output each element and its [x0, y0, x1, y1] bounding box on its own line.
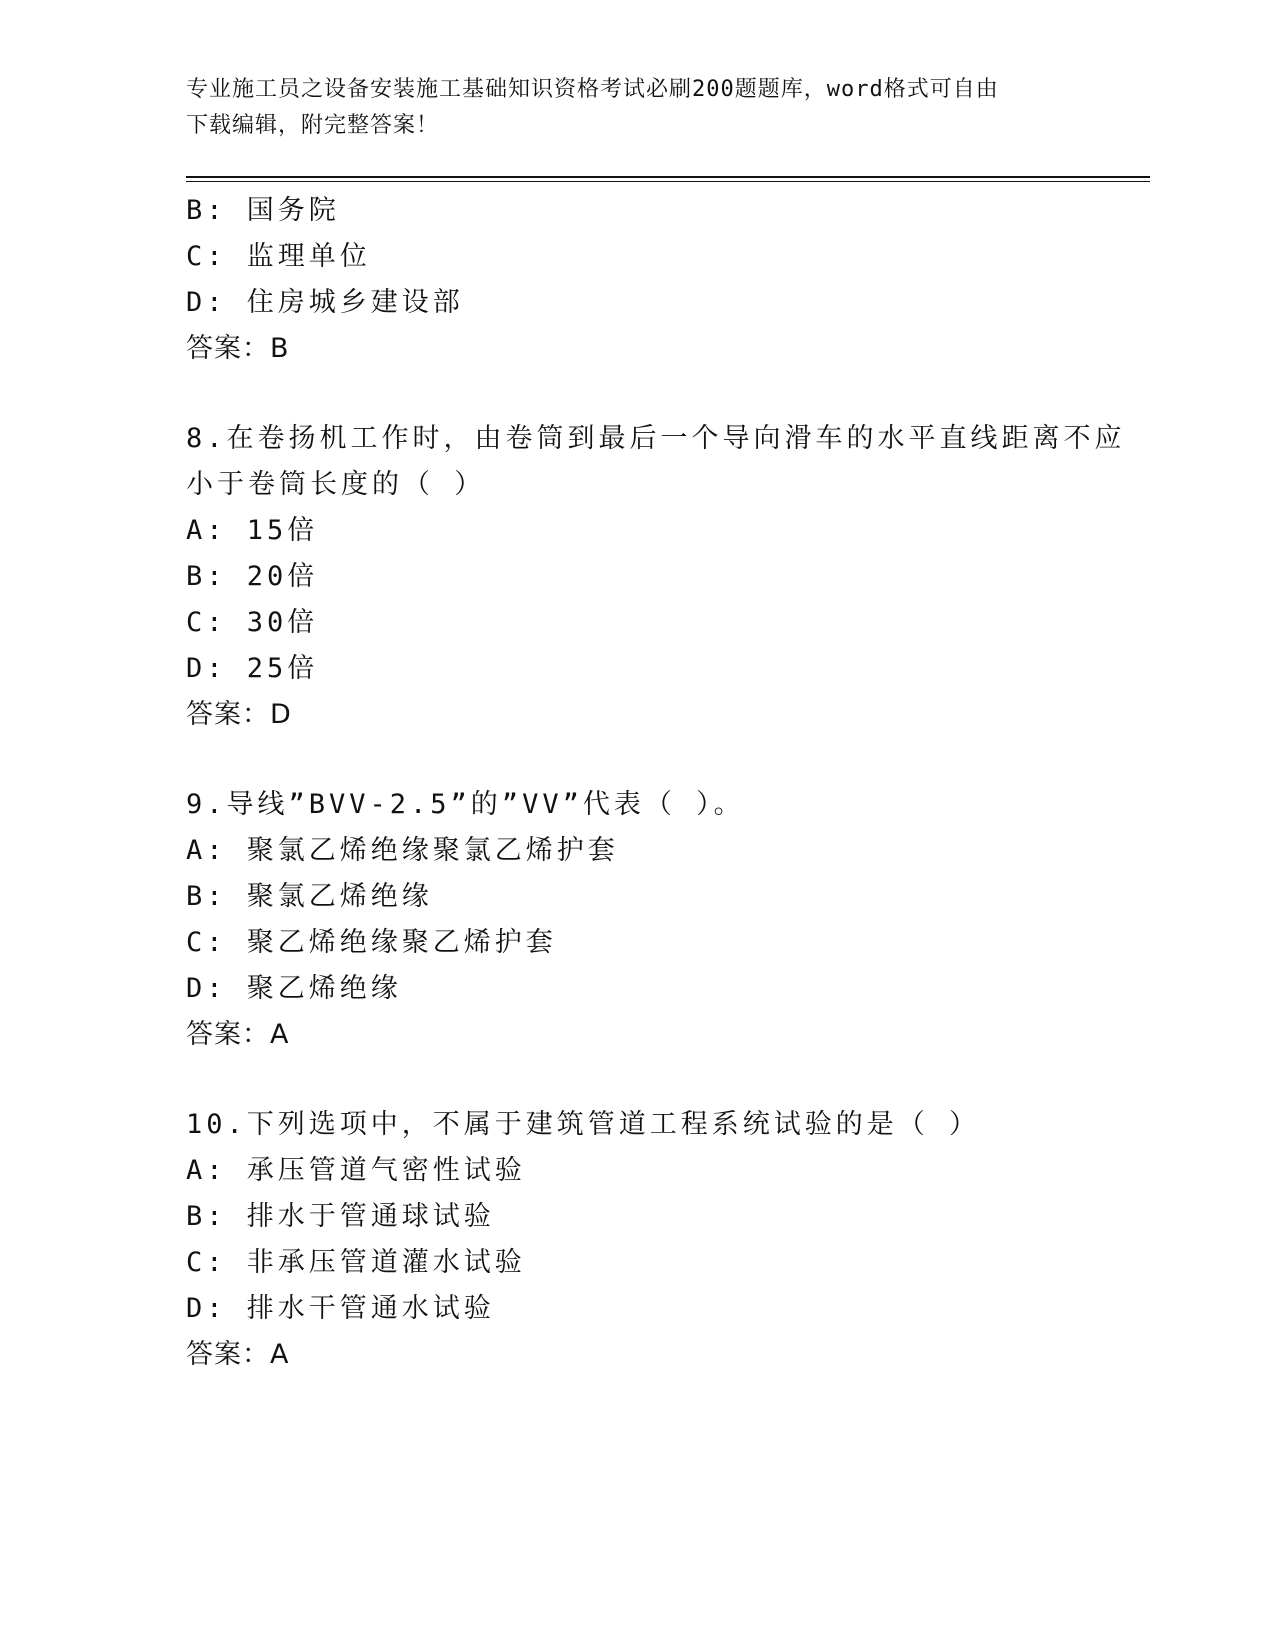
- option-c: C: 监理单位: [186, 241, 371, 272]
- question-10: [186, 1102, 1086, 1378]
- document-header: [186, 72, 1086, 144]
- option-d: D: 排水干管通水试验: [186, 1293, 495, 1324]
- question-9: [186, 782, 1086, 1058]
- question-stem-line-2: 小于卷筒长度的（ ）: [186, 469, 486, 500]
- option-c: C: 聚乙烯绝缘聚乙烯护套: [186, 927, 557, 958]
- option-c: C: 非承压管道灌水试验: [186, 1247, 526, 1278]
- question-list: [186, 188, 1126, 1378]
- option-d: D: 聚乙烯绝缘: [186, 973, 402, 1004]
- option-a: A: 15倍: [186, 515, 319, 546]
- option-c: C: 30倍: [186, 607, 319, 638]
- option-a: A: 承压管道气密性试验: [186, 1155, 526, 1186]
- option-d: D: 住房城乡建设部: [186, 287, 464, 318]
- answer: 答案：B: [186, 333, 290, 364]
- option-b: B: 20倍: [186, 561, 319, 592]
- question-stem-line-1: 10.下列选项中，不属于建筑管道工程系统试验的是（ ）: [186, 1109, 981, 1140]
- answer: 答案：D: [186, 699, 292, 730]
- header-divider-thick: [186, 176, 1150, 178]
- option-b: B: 聚氯乙烯绝缘: [186, 881, 433, 912]
- answer: 答案：A: [186, 1339, 290, 1370]
- option-b: B: 国务院: [186, 195, 340, 226]
- header-line-2: 下载编辑，附完整答案！: [186, 113, 440, 138]
- option-b: B: 排水于管通球试验: [186, 1201, 495, 1232]
- question-stem-line-1: 9.导线”BVV-2.5”的”VV”代表（ ）。: [186, 789, 745, 820]
- question-stem-line-1: 8.在卷扬机工作时，由卷筒到最后一个导向滑车的水平直线距离不应: [186, 423, 1126, 454]
- option-a: A: 聚氯乙烯绝缘聚氯乙烯护套: [186, 835, 619, 866]
- header-line-1: 专业施工员之设备安装施工基础知识资格考试必刷200题题库，word格式可自由: [186, 77, 999, 102]
- answer: 答案：A: [186, 1019, 290, 1050]
- header-divider-thin: [186, 181, 1150, 182]
- question-8: [186, 416, 1126, 738]
- option-d: D: 25倍: [186, 653, 319, 684]
- question-7: [186, 188, 1086, 372]
